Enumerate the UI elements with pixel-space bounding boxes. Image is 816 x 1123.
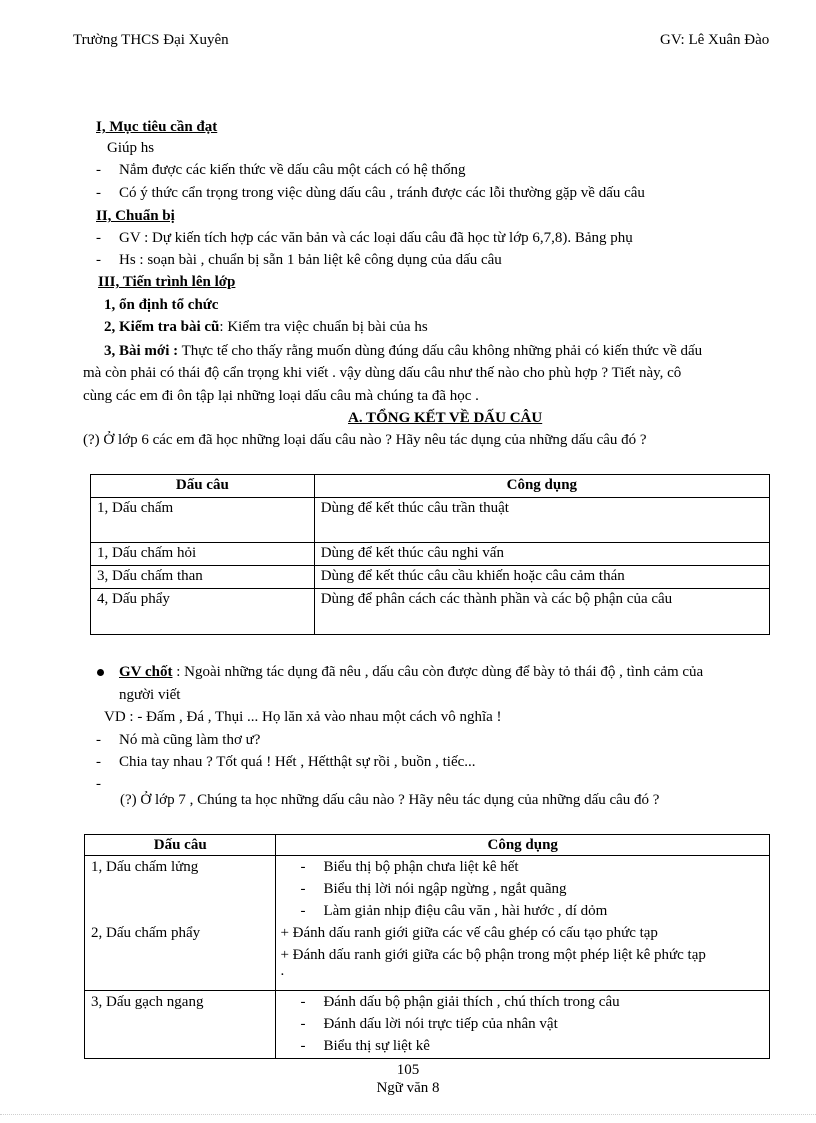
table-row xyxy=(91,566,770,589)
gv-note-line2: người viết xyxy=(119,687,181,703)
table2-mark: 1, Dấu chấm lửng xyxy=(91,859,199,875)
question-2: (?) Ở lớp 7 , Chúng ta học những dấu câu nào ? Hãy nêu tác dụng của những dấu câu đó ? xyxy=(120,792,660,808)
table2-usage-cell xyxy=(276,856,770,991)
table1-mark: 1, Dấu chấm xyxy=(91,498,315,543)
table2-usage: - Biểu thị lời nói ngập ngừng , ngắt quãng xyxy=(323,879,763,899)
objectives-item: - Có ý thức cẩn trọng trong việc dùng dấu câu , tránh được các lỗi thường gặp về dấu câu xyxy=(119,183,645,203)
gv-note-item: - Nó mà cũng làm thơ ư? xyxy=(119,730,260,750)
table1-header-usage: Công dụng xyxy=(314,475,769,498)
table1-mark: 3, Dấu chấm than xyxy=(91,566,315,589)
table2-usage: - Làm giản nhịp điệu câu văn , hài hước , dí dỏm xyxy=(323,901,763,921)
process-step3-text: Thực tế cho thấy rằng muốn dùng đúng dấu câu không những phải có kiến thức về dấu xyxy=(178,343,703,359)
table-row xyxy=(91,498,770,543)
table2-header-usage: Công dụng xyxy=(276,835,770,856)
gv-note-example: VD : - Đấm , Đá , Thụi ... Họ lăn xả vào nhau một cách vô nghĩa ! xyxy=(104,709,502,725)
table1-header-mark: Dấu câu xyxy=(91,475,315,498)
process-step3-label: 3, Bài mới : xyxy=(104,343,179,359)
table1-usage: Dùng để kết thúc câu cầu khiến hoặc câu cảm thán xyxy=(314,566,769,589)
table1-mark: 1, Dấu chấm hỏi xyxy=(91,543,315,566)
footer-divider xyxy=(0,1114,816,1115)
table1-usage: Dùng để kết thúc câu nghi vấn xyxy=(314,543,769,566)
gv-note-text: : Ngoài những tác dụng đã nêu , dấu câu còn được dùng để bày tỏ thái độ , tình cảm của xyxy=(172,664,704,680)
question-1: (?) Ở lớp 6 các em đã học những loại dấu câu nào ? Hãy nêu tác dụng của những dấu câu đó ? xyxy=(83,432,647,448)
table1-usage: Dùng để phân cách các thành phần và các bộ phận của câu xyxy=(314,589,769,635)
table2-mark: 2, Dấu chấm phẩy xyxy=(91,925,201,941)
table2-usage-cell xyxy=(276,991,770,1059)
punctuation-table-grade7 xyxy=(84,834,770,1059)
footer-subject: Ngữ văn 8 xyxy=(376,1080,440,1096)
table-row xyxy=(91,589,770,635)
preparation-item: - Hs : soạn bài , chuẩn bị sẵn 1 bản liệt kê công dụng của dấu câu xyxy=(119,250,502,270)
table2-usage-plus: + Đánh dấu ranh giới giữa các bộ phận trong một phép liệt kê phức tạp xyxy=(280,947,706,963)
process-step2-text: : Kiểm tra việc chuẩn bị bài của hs xyxy=(219,319,428,335)
preparation-heading: II, Chuẩn bị xyxy=(96,208,175,224)
gv-note xyxy=(119,662,703,682)
table2-usage: - Biểu thị sự liệt kê xyxy=(323,1036,763,1056)
bullet-icon xyxy=(97,669,104,676)
process-step3 xyxy=(104,341,702,361)
table-row xyxy=(91,543,770,566)
header-school: Trường THCS Đại Xuyên xyxy=(73,32,229,48)
section-a-title: A. TỔNG KẾT VỀ DẤU CÂU xyxy=(348,410,543,426)
table1-mark: 4, Dấu phẩy xyxy=(91,589,315,635)
header-teacher: GV: Lê Xuân Đào xyxy=(660,32,770,48)
table-row xyxy=(85,991,770,1059)
objectives-item: - Nắm được các kiến thức về dấu câu một cách có hệ thống xyxy=(119,160,466,180)
preparation-item: - GV : Dự kiến tích hợp các văn bản và các loại dấu câu đã học từ lớp 6,7,8). Bảng phụ xyxy=(119,228,633,248)
punctuation-table-grade6 xyxy=(90,474,770,635)
process-step3-line2: mà còn phải có thái độ cẩn trọng khi viết . vậy dùng dấu câu như thế nào cho phù hợp ? Tiết này, cô xyxy=(83,365,682,381)
process-step2-label: 2, Kiểm tra bài cũ xyxy=(104,319,220,335)
process-step2 xyxy=(104,317,428,337)
table2-usage-plus: + Đánh dấu ranh giới giữa các vế câu ghép có cấu tạo phức tạp xyxy=(280,925,658,941)
process-step1: 1, ổn định tổ chức xyxy=(104,297,219,313)
objectives-intro: Giúp hs xyxy=(107,140,155,156)
table2-mark-cell xyxy=(85,856,276,991)
objectives-heading: I, Mục tiêu cần đạt xyxy=(96,119,218,135)
table-row xyxy=(85,856,770,991)
table2-usage: - Đánh dấu bộ phận giải thích , chú thích trong câu xyxy=(323,992,763,1012)
table1-usage: Dùng để kết thúc câu trần thuật xyxy=(314,498,769,543)
process-heading: III, Tiến trình lên lớp xyxy=(98,274,236,290)
table2-usage: - Đánh dấu lời nói trực tiếp của nhân vật xyxy=(323,1014,763,1034)
process-step3-line3: cùng các em đi ôn tập lại những loại dấu câu mà chúng ta đã học . xyxy=(83,388,479,404)
table2-header-mark: Dấu câu xyxy=(85,835,276,856)
gv-note-label: GV chốt xyxy=(119,664,173,680)
gv-note-item: - Chia tay nhau ? Tốt quá ! Hết , Hếtthật sự rồi , buồn , tiếc... xyxy=(119,752,476,772)
page-number: 105 xyxy=(396,1062,420,1078)
table2-usage-trail: . xyxy=(280,963,285,979)
table2-mark: 3, Dấu gạch ngang xyxy=(85,991,276,1059)
table2-usage: - Biểu thị bộ phận chưa liệt kê hết xyxy=(323,857,763,877)
